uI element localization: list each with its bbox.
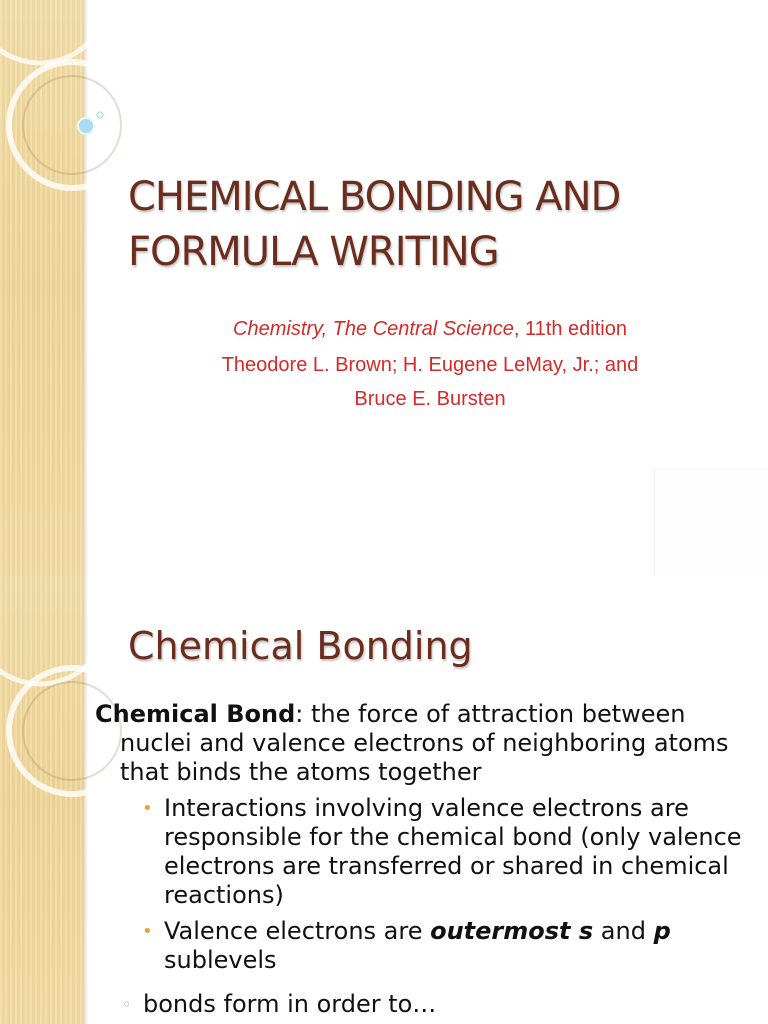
bullet-emphasis: outermost s (430, 917, 594, 945)
definition-colon: : (295, 700, 311, 728)
authors-line-1: Theodore L. Brown; H. Eugene LeMay, Jr.; and (221, 354, 639, 376)
bullet-text-pre: Valence electrons are (164, 917, 431, 945)
bullet-text-post: sublevels (164, 946, 277, 974)
definition-term: Chemical Bond (95, 700, 296, 728)
slide-title: Chemical Bonding (128, 624, 473, 668)
bullet-emphasis: p (653, 917, 671, 945)
slide-title: CHEMICAL BONDING AND FORMULA WRITING (128, 174, 621, 275)
bullet-icon: • (142, 921, 153, 942)
book-reference (140, 312, 720, 346)
decorative-rings (0, 0, 130, 576)
ring-bullet-icon: ◦ (122, 995, 132, 1014)
authors (140, 348, 720, 416)
definition (95, 700, 755, 787)
definition-text: the force of attraction between nuclei and valence electrons of neighboring atoms that binds the atoms together (120, 700, 729, 786)
book-edition: , 11th edition (513, 318, 627, 340)
bullet-text-mid: and (593, 917, 654, 945)
content-slide (0, 576, 768, 1024)
list-item (95, 794, 755, 910)
list-item (95, 917, 755, 975)
placeholder-box (654, 468, 768, 576)
sub-list-item (95, 990, 755, 1019)
slide-body (95, 700, 755, 1019)
authors-line-2: Bruce E. Bursten (354, 388, 506, 410)
bullet-icon: • (142, 798, 153, 819)
sub-bullet-text: bonds form in order to… (143, 990, 437, 1018)
bullet-text: Interactions involving valence electrons are responsible for the chemical bond (only valence electrons are transferred or shared in chemical reactions) (164, 794, 742, 909)
book-title: Chemistry, The Central Science (233, 318, 514, 340)
bubble-icon (78, 118, 94, 134)
